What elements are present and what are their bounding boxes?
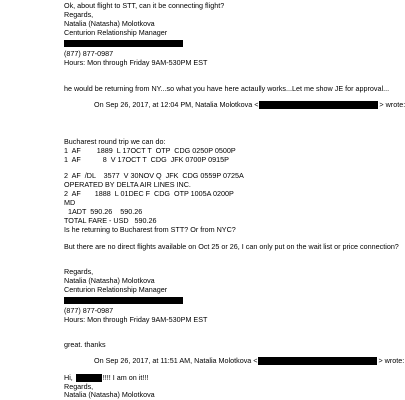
body-line: Is he returning to Bucharest from STT? Or from NYC?	[64, 225, 236, 234]
quote-header-suffix: > wrote:	[378, 356, 405, 365]
signature-regards: Regards,	[64, 10, 94, 19]
itinerary-segment: 2 AF 1888 L 01DEC F CDG OTP 1005A 0200P	[64, 189, 234, 198]
quote-header	[94, 357, 404, 366]
quote-header-prefix: On Sep 26, 2017, at 11:51 AM, Natalia Molotkova <	[94, 356, 258, 365]
signature-regards: Regards,	[64, 382, 94, 391]
signature-title: Centurion Relationship Manager	[64, 28, 168, 37]
signature-hours: Hours: Mon through Friday 9AM-530PM EST	[64, 58, 208, 67]
itinerary-note: OPERATED BY DELTA AIR LINES INC.	[64, 180, 191, 189]
quote-header-prefix: On Sep 26, 2017, at 12:04 PM, Natalia Molotkova <	[94, 100, 259, 109]
signature-name: Natalia (Natasha) Molotkova	[64, 276, 155, 285]
signature-phone: (877) 877-0987	[64, 49, 114, 58]
redaction-bar	[259, 101, 378, 109]
signature-title: Centurion Relationship Manager	[64, 285, 168, 294]
body-line: he would be returning from NY...so what you have here actaully works...Let me show JE for approval...	[64, 84, 390, 93]
body-line: Ok, about flight to STT, can it be connecting flight?	[64, 1, 225, 10]
signature-name: Natalia (Natasha) Molotkova	[64, 390, 155, 399]
signature-name: Natalia (Natasha) Molotkova	[64, 19, 155, 28]
itinerary-segment: 1 AF 1889 L 17OCT T OTP CDG 0250P 0500P	[64, 146, 236, 155]
redaction-bar	[76, 374, 102, 382]
signature-regards: Regards,	[64, 267, 94, 276]
redaction-bar	[64, 40, 183, 47]
signature-phone: (877) 877-0987	[64, 306, 114, 315]
greeting-rest: !!!! I am on it!!!	[102, 373, 149, 382]
itinerary-segment: 2 AF /DL 3577 V 30NOV Q JFK CDG 0559P 0725A	[64, 171, 244, 180]
redaction-bar	[64, 297, 183, 304]
itinerary-code: MD	[64, 198, 76, 207]
itinerary-segment: 1 AF 8 V 17OCT T CDG JFK 0700P 0915P	[64, 155, 229, 164]
quote-header	[94, 101, 405, 110]
itinerary-intro: Bucharest round trip we can do:	[64, 137, 166, 146]
quote-header-suffix: > wrote:	[379, 100, 405, 109]
signature-hours: Hours: Mon through Friday 9AM-530PM EST	[64, 315, 208, 324]
total-fare: TOTAL FARE - USD 590.26	[64, 216, 157, 225]
greeting: Hi,	[64, 373, 73, 382]
redaction-bar	[258, 357, 377, 365]
fare-line: 1ADT 590.26 590.26	[64, 207, 143, 216]
body-line: great. thanks	[64, 340, 106, 349]
body-line: But there are no direct flights available on Oct 25 or 26, I can only put on the wait list or price connection?	[64, 242, 399, 251]
